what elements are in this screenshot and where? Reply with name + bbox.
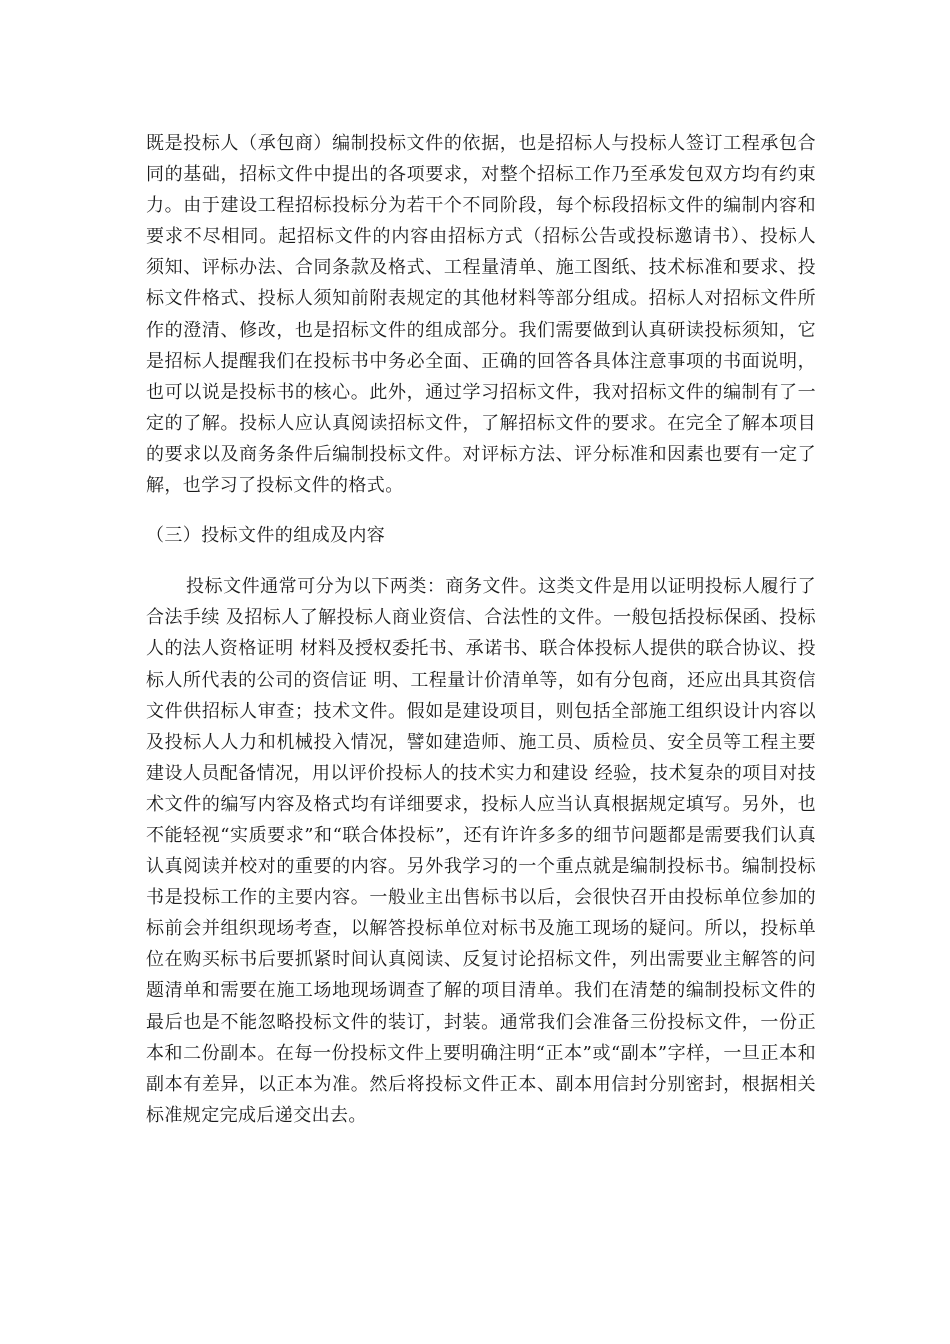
paragraph-2: 投标文件通常可分为以下两类：商务文件。这类文件是用以证明投标人履行了合法手续 及招标人了解投标人商业资信、合法性的文件。一般包括投标保函、投标人的法人资格证明 材料及授权委托书、承诺书、联合体投标人提供的联合协议、投标人所代表的公司的资信证 明、工程量计价清单等，如有分包商，还应出具其资信文件供招标人审查；技术文件。假如是建设项目，则包括全部施工组织设计内容以及投标人人力和机械投入情况，譬如建造师、施工员、质检员、安全员等工程主要建设人员配备情况，用以评价投标人的技术实力和建设 经验，技术复杂的项目对技术文件的编写内容及格式均有详细要求，投标人应当认真根据规定填写。另外，也不能轻视“实质要求”和“联合体投标”，还有许许多多的细节问题都是需要我们认真认真阅读并校对的重要的内容。另外我学习的一个重点就是编制投标书。编制投标书是投标工作的主要内容。一般业主出售标书以后，会很快召开由投标单位参加的标前会并组织现场考查，以解答投标单位对标书及施工现场的疑问。所以，投标单位在购买标书后要抓紧时间认真阅读、反复讨论招标文件，列出需要业主解答的问题清单和需要在施工场地现场调查了解的项目清单。我们在清楚的编制投标文件的最后也是不能忽略投标文件的装订，封装。通常我们会准备三份投标文件，一份正本和二份副本。在每一份投标文件上要明确注明“正本”或“副本”字样，一旦正本和副本有差异，以正本为准。然后将投标文件正本、副本用信封分别密封，根据相关标准规定完成后递交出去。: [146, 576, 816, 1126]
paragraph-1: 既是投标人（承包商）编制投标文件的依据，也是招标人与投标人签订工程承包合同的基础，招标文件中提出的各项要求，对整个招标工作乃至承发包双方均有约束力。由于建设工程招标投标分为若干个不同阶段，每个标段招标文件的编制内容和要求不尽相同。起招标文件的内容由招标方式（招标公告或投标邀请书）、投标人须知、评标办法、合同条款及格式、工程量清单、施工图纸、技术标准和要求、投标文件格式、投标人须知前附表规定的其他材料等部分组成。招标人对招标文件所作的澄清、修改，也是招标文件的组成部分。我们需要做到认真研读投标须知，它是招标人提醒我们在投标书中务必全面、正确的回答各具体注意事项的书面说明，也可以说是投标书的核心。此外，通过学习招标文件，我对招标文件的编制有了一定的了解。投标人应认真阅读招标文件，了解招标文件的要求。在完全了解本项目的要求以及商务条件后编制投标文件。对评标方法、评分标准和因素也要有一定了解，也学习了投标文件的格式。: [146, 133, 816, 497]
section-heading-3: （三）投标文件的组成及内容: [146, 525, 386, 547]
document-body: [146, 128, 816, 1131]
